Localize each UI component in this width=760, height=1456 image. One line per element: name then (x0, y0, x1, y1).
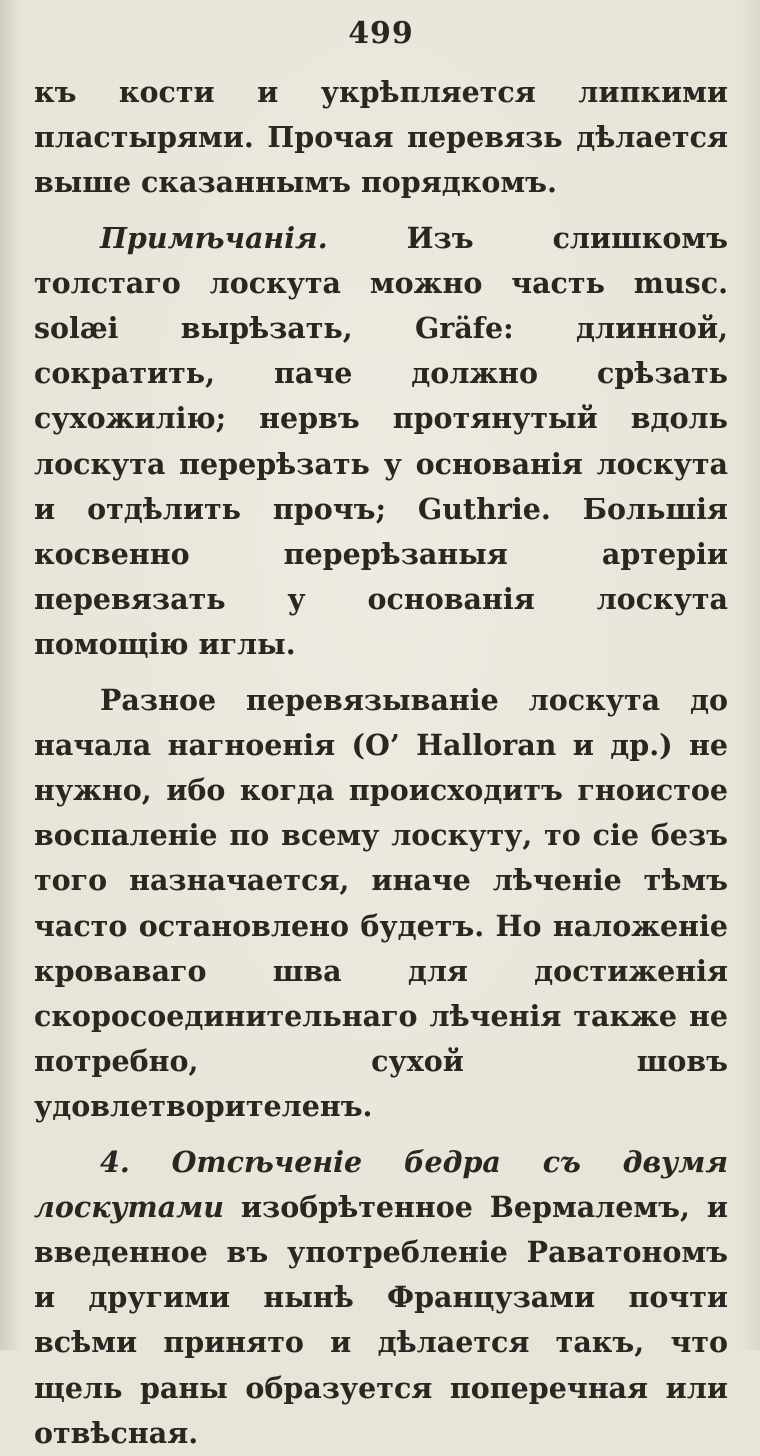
page-number: 499 (348, 16, 414, 51)
paragraph-2-heading: Примѣчанія. (100, 220, 328, 255)
paragraph-3 (34, 678, 728, 1130)
paragraph-1-text: къ кости и укрѣпляется липкими пластырями. Прочая перевязь дѣлается выше сказаннымъ порядкомъ. (34, 75, 728, 200)
paragraph-1 (34, 70, 728, 206)
paragraph-gap (34, 668, 728, 678)
paragraph-gap (34, 206, 728, 216)
paragraph-4-text: изобрѣтенное Вермалемъ, и введенное въ употребленіе Раватономъ и другими нынѣ Французами почти всѣми принято и дѣлается такъ, что щель раны образуется поперечная или отвѣсная. (34, 1189, 728, 1450)
paragraph-4 (34, 1140, 728, 1456)
paragraph-2 (34, 216, 728, 668)
paragraph-2-text: Изъ слишкомъ толстаго лоскута можно часть musc. solæi вырѣзать, Gräfe: длинной, сократить, паче должно срѣзать сухожилiю; нервъ протянутый вдоль лоскута перерѣзать у основанія лоскута и отдѣлить прочъ; Guthrie. Большія косвенно перерѣзаныя артеріи перевязать у основанія лоскута помощію иглы. (34, 220, 728, 662)
paragraph-3-text: Разное перевязываніе лоскута до начала нагноенія (O’ Halloran и др.) не нужно, ибо когда происходитъ гноистое воспаленіе по всему лоскуту, то сіе безъ того назначается, иначе лѣченіе тѣмъ часто остановлено будетъ. Но наложеніе кроваваго шва для достиженія скоросоединительнаго лѣченія также не потребно, сухой шовъ удовлетворителенъ. (34, 682, 728, 1124)
paragraph-4-heading: 4. Отсѣченіе бедра съ двумя лоскутами (34, 1144, 728, 1224)
paragraph-gap (34, 1130, 728, 1140)
